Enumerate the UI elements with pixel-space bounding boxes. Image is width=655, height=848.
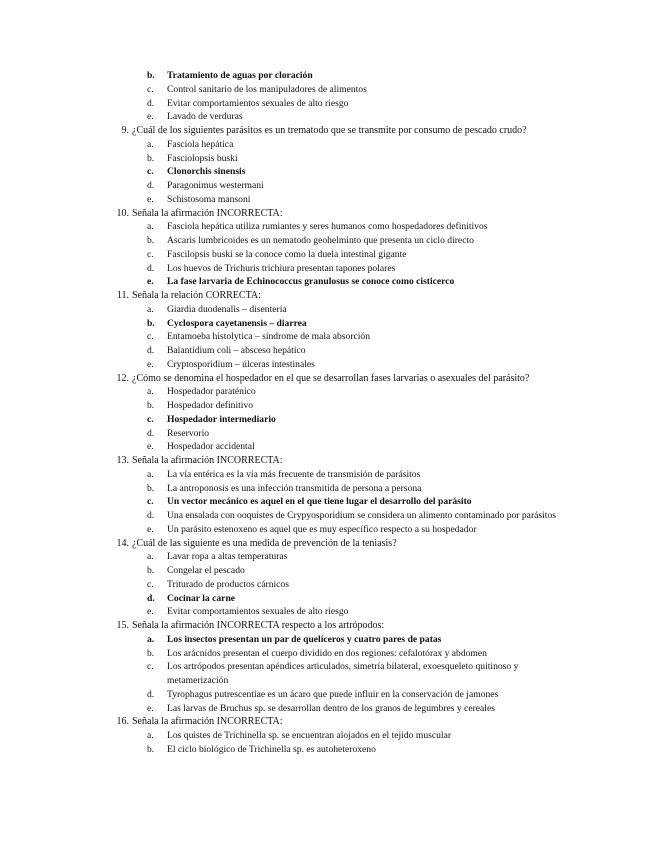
option-text: Entamoeba histolytica – síndrome de mala absorción: [167, 331, 371, 343]
option-letter: b.: [147, 400, 155, 411]
answer-option: [0, 330, 655, 344]
option-letter: d.: [147, 510, 155, 521]
option-letter: a.: [147, 138, 154, 150]
option-letter: d.: [147, 97, 155, 109]
answer-option: [0, 97, 655, 111]
answer-option: [0, 234, 655, 248]
option-letter: b.: [147, 647, 155, 659]
question-text: ¿Cuál de los siguientes parásitos es un trematodo que se transmite por consumo de pescado crudo?: [132, 125, 527, 136]
question-line: [0, 207, 655, 221]
option-letter: b.: [147, 482, 155, 494]
option-text: El ciclo biológico de Trichinella sp. es autoheteroxeno: [167, 743, 376, 755]
answer-option-correct: [0, 495, 655, 509]
option-text: Cyclospora cayetanensis – diarrea: [167, 317, 307, 329]
answer-option: [0, 523, 655, 537]
answer-option: [0, 344, 655, 358]
option-letter: e.: [147, 358, 154, 370]
answer-option-correct: [0, 69, 655, 83]
answer-option-correct: [0, 275, 655, 289]
option-letter: e.: [147, 111, 154, 123]
option-text: Triturado de productos cárnicos: [167, 578, 289, 590]
answer-option: [0, 138, 655, 152]
option-letter: d.: [147, 427, 155, 439]
option-text: Cryptosporidium – úlceras intestinales: [167, 358, 315, 370]
answer-option: [0, 578, 655, 592]
answer-option: [0, 303, 655, 317]
answer-option: [0, 440, 655, 454]
option-letter: d.: [147, 688, 155, 700]
answer-option: [0, 220, 655, 234]
exam-page: [0, 69, 655, 757]
option-text: Un vector mecánico es aquel en el que tiene lugar el desarrollo del parásito: [167, 496, 472, 508]
option-letter: b.: [147, 743, 155, 755]
option-text: Los huevos de Trichuris trichiura presentan tapones polares: [167, 262, 396, 274]
question-number: 9.: [121, 125, 129, 136]
option-letter: e.: [147, 606, 154, 618]
option-text: Tyrophagus putrescentiae es un ácaro que puede influir en la conservación de jamones: [167, 688, 499, 700]
option-text: Evitar comportamientos sexuales de alto riesgo: [167, 606, 349, 618]
option-letter: b.: [147, 565, 155, 576]
answer-option: [0, 743, 655, 757]
question-number: 15.: [116, 620, 129, 631]
answer-option-correct: [0, 592, 655, 606]
answer-option-correct: [0, 633, 655, 647]
option-letter: e.: [147, 193, 154, 205]
option-text: Tratamiento de aguas por cloración: [167, 70, 313, 81]
answer-option: [0, 688, 655, 702]
option-text: Reservorio: [167, 427, 210, 439]
question-block: [0, 372, 655, 455]
option-text: Clonorchis sinensis: [167, 166, 246, 178]
answer-option: [0, 248, 655, 262]
answer-option: [0, 83, 655, 97]
option-text: Hospedador accidental: [167, 441, 255, 453]
option-text: Paragonimus westermani: [167, 180, 264, 191]
option-text: Fasciola hepática: [167, 138, 234, 150]
option-letter: a.: [147, 633, 155, 645]
option-text: La antroponosis es una infección transmitida de persona a persona: [167, 482, 422, 494]
option-letter: b.: [147, 317, 155, 329]
answer-option: [0, 262, 655, 276]
option-letter: c.: [147, 166, 154, 178]
option-letter: c.: [147, 83, 154, 95]
answer-option: [0, 702, 655, 716]
option-text: La fase larvaria de Echinococcus granulosus se conoce como cisticerco: [167, 276, 455, 288]
option-text: Balantidium coli – absceso hepático: [167, 345, 306, 356]
question-text: Señala la afirmación INCORRECTA:: [132, 455, 283, 466]
answer-option: [0, 729, 655, 743]
question-block: [0, 619, 655, 715]
question-block: [0, 454, 655, 537]
option-letter: e.: [147, 276, 154, 288]
option-letter: c.: [147, 496, 154, 508]
option-letter: b.: [147, 152, 155, 164]
option-text: Ascaris lumbricoides es un nematodo geohelminto que presenta un ciclo directo: [167, 235, 474, 246]
option-letter: a.: [147, 551, 154, 563]
option-text: Cocinar la carne: [167, 592, 236, 604]
option-letter: d.: [147, 345, 155, 356]
question-number: 16.: [116, 716, 129, 728]
option-text: Una ensalada con ooquistes de Crypyosporidium se considera un alimento contaminado por parásitos: [167, 510, 556, 521]
answer-option: [0, 193, 655, 207]
option-text: Un parásito estenoxeno es aquel que es muy específico respecto a su hospedador: [167, 523, 477, 535]
option-letter: c.: [147, 248, 154, 260]
question-text: Señala la relación CORRECTA:: [132, 290, 261, 301]
question-text: ¿Cómo se denomina el hospedador en el que se desarrollan fases larvarias o asexuales del parásito?: [132, 372, 530, 384]
question-number: 11.: [116, 290, 129, 301]
question-number: 13.: [116, 455, 129, 466]
answer-option-correct: [0, 165, 655, 179]
answer-option: [0, 399, 655, 413]
option-text: Los artrópodos presentan apéndices articulados, simetría bilateral, exoesqueleto quitinoso y metamerización: [167, 661, 519, 686]
option-text: Los quistes de Trichinella sp. se encuentran alojados en el tejido muscular: [167, 730, 452, 741]
option-text: Los arácnidos presentan el cuerpo dividido en dos regiones: cefalotórax y abdomen: [167, 647, 487, 659]
option-text: Evitar comportamientos sexuales de alto riesgo: [167, 97, 349, 109]
option-letter: a.: [147, 730, 154, 741]
answer-option: [0, 605, 655, 619]
option-text: Fasciolopsis buski: [167, 152, 238, 164]
option-letter: d.: [147, 592, 155, 604]
option-letter: d.: [147, 180, 155, 191]
question-block: [0, 715, 655, 756]
question-text: Señala la afirmación INCORRECTA:: [132, 716, 283, 728]
answer-option: [0, 468, 655, 482]
question-block: [0, 289, 655, 372]
option-letter: a.: [147, 468, 154, 480]
option-text: Fascilopsis buski se la conoce como la duela intestinal gigante: [167, 248, 407, 260]
option-text: Giardia duodenalis – disentería: [167, 303, 287, 315]
option-letter: e.: [147, 441, 154, 453]
answer-option: [0, 482, 655, 496]
option-text: Hospedador paraténico: [167, 386, 256, 398]
option-letter: c.: [147, 413, 154, 425]
question-line: [0, 289, 655, 303]
answer-option-correct: [0, 317, 655, 331]
answer-option: [0, 427, 655, 441]
question-text: Señala la afirmación INCORRECTA:: [132, 207, 283, 219]
option-letter: c.: [147, 331, 154, 343]
answer-option: [0, 152, 655, 166]
option-letter: e.: [147, 702, 154, 714]
option-letter: e.: [147, 523, 154, 535]
question-number: 14.: [116, 537, 129, 549]
option-text: Lavar ropa a altas temperaturas: [167, 551, 288, 563]
question-line: [0, 454, 655, 468]
option-text: Lavado de verduras: [167, 111, 243, 123]
question-line: [0, 619, 655, 633]
option-text: Fasciola hepática utiliza rumiantes y seres humanos como hospedadores definitivos: [167, 221, 488, 233]
question-block: [0, 124, 655, 207]
option-letter: d.: [147, 262, 155, 274]
option-text: Schistosoma mansoni: [167, 193, 251, 205]
answer-option: [0, 564, 655, 578]
answer-option-correct: [0, 413, 655, 427]
question-number: 10.: [116, 207, 129, 219]
question-block: [0, 69, 655, 124]
question-line: [0, 537, 655, 551]
answer-option: [0, 385, 655, 399]
question-line: [0, 124, 655, 138]
option-letter: b.: [147, 70, 155, 81]
option-letter: a.: [147, 386, 154, 398]
answer-option: [0, 660, 655, 688]
question-line: [0, 372, 655, 386]
question-line: [0, 715, 655, 729]
answer-option: [0, 647, 655, 661]
question-text: Señala la afirmación INCORRECTA respecto a los artrópodos:: [132, 620, 385, 631]
option-text: La vía entérica es la vía más frecuente de transmisión de parásitos: [167, 468, 421, 480]
option-text: Los insectos presentan un par de quelíceros y cuatro pares de patas: [167, 633, 442, 645]
option-text: Congelar el pescado: [167, 565, 245, 576]
option-letter: a.: [147, 221, 154, 233]
option-text: Control sanitario de los manipuladores de alimentos: [167, 83, 367, 95]
question-block: [0, 207, 655, 290]
answer-option: [0, 110, 655, 124]
answer-option: [0, 358, 655, 372]
answer-option: [0, 179, 655, 193]
option-text: Hospedador definitivo: [167, 400, 254, 411]
answer-option: [0, 509, 655, 523]
option-letter: b.: [147, 235, 155, 246]
answer-option: [0, 550, 655, 564]
question-number: 12.: [116, 372, 129, 384]
option-letter: c.: [147, 661, 154, 673]
option-letter: a.: [147, 303, 154, 315]
question-block: [0, 537, 655, 620]
question-text: ¿Cuál de las siguiente es una medida de prevención de la teniasis?: [132, 537, 397, 549]
option-letter: c.: [147, 578, 154, 590]
option-text: Las larvas de Bruchus sp. se desarrollan dentro de los granos de legumbres y cereales: [167, 702, 495, 714]
option-text: Hospedador intermediario: [167, 413, 276, 425]
